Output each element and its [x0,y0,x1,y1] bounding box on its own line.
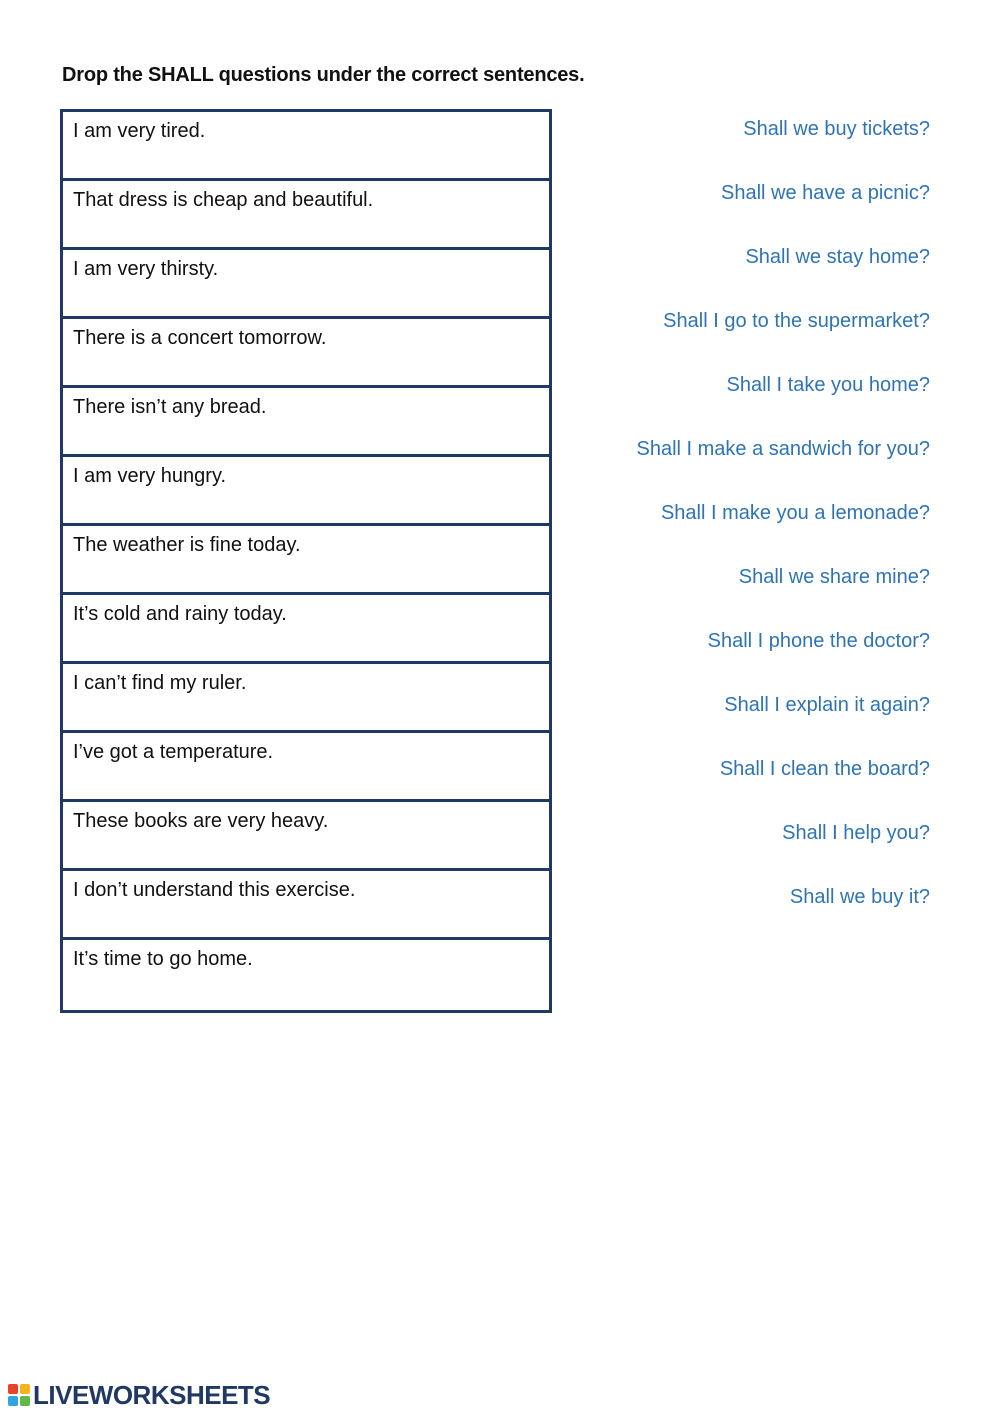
sentence-text: These books are very heavy. [73,810,329,832]
sentence-row [63,250,549,319]
sentence-text: I don’t understand this exercise. [73,879,356,901]
logo-text: LIVEWORKSHEETS [33,1379,271,1410]
sentence-row [63,733,549,802]
drop-zone[interactable] [69,493,543,519]
sentence-row [63,595,549,664]
drop-zone[interactable] [69,217,543,243]
answer-bank [590,114,930,946]
sentence-text: It’s cold and rainy today. [73,603,287,625]
drop-zone[interactable] [69,907,543,933]
drop-zone[interactable] [69,355,543,381]
sentence-row [63,181,549,250]
drop-zone[interactable] [69,838,543,864]
draggable-answer[interactable]: Shall I explain it again? [724,694,930,716]
sentence-text: There isn’t any bread. [73,396,267,418]
sentence-text: There is a concert tomorrow. [73,327,327,349]
draggable-answer[interactable]: Shall we stay home? [745,246,930,268]
sentence-row [63,664,549,733]
draggable-answer[interactable]: Shall we buy tickets? [743,118,930,140]
draggable-answer[interactable]: Shall I take you home? [726,374,930,396]
drop-zone[interactable] [69,631,543,657]
drop-zone[interactable] [69,769,543,795]
draggable-answer[interactable]: Shall we buy it? [789,886,930,908]
draggable-answer[interactable]: Shall we share mine? [738,566,930,588]
drop-zone[interactable] [69,700,543,726]
draggable-answer[interactable]: Shall I make a sandwich for you? [636,438,930,460]
instruction-heading: Drop the SHALL questions under the correct sentences. [62,64,585,86]
sentence-row [63,319,549,388]
sentence-row [63,871,549,940]
sentence-row [63,526,549,595]
sentence-text: It’s time to go home. [73,948,253,970]
draggable-answer[interactable]: Shall we have a picnic? [720,182,930,204]
sentence-table [60,109,552,1013]
draggable-answer[interactable]: Shall I clean the board? [719,758,930,780]
sentence-row [63,802,549,871]
drop-zone[interactable] [69,424,543,450]
drop-zone[interactable] [69,286,543,312]
liveworksheets-logo-icon [8,1384,30,1406]
sentence-text: I am very tired. [73,120,206,142]
sentence-row [63,940,549,1010]
sentence-row [63,388,549,457]
sentence-row [63,457,549,526]
liveworksheets-logo [8,1380,270,1410]
drop-zone[interactable] [69,148,543,174]
draggable-answer[interactable]: Shall I make you a lemonade? [660,502,930,524]
sentence-row [63,112,549,181]
sentence-text: That dress is cheap and beautiful. [73,189,374,211]
drop-zone[interactable] [69,976,543,1006]
draggable-answer[interactable]: Shall I go to the supermarket? [663,310,930,332]
sentence-text: I am very thirsty. [73,258,219,280]
draggable-answer[interactable]: Shall I help you? [782,822,930,844]
drop-zone[interactable] [69,562,543,588]
sentence-text: I’ve got a temperature. [73,741,274,763]
sentence-text: The weather is fine today. [73,534,301,556]
sentence-text: I can’t find my ruler. [73,672,247,694]
sentence-text: I am very hungry. [73,465,227,487]
draggable-answer[interactable]: Shall I phone the doctor? [707,630,930,652]
